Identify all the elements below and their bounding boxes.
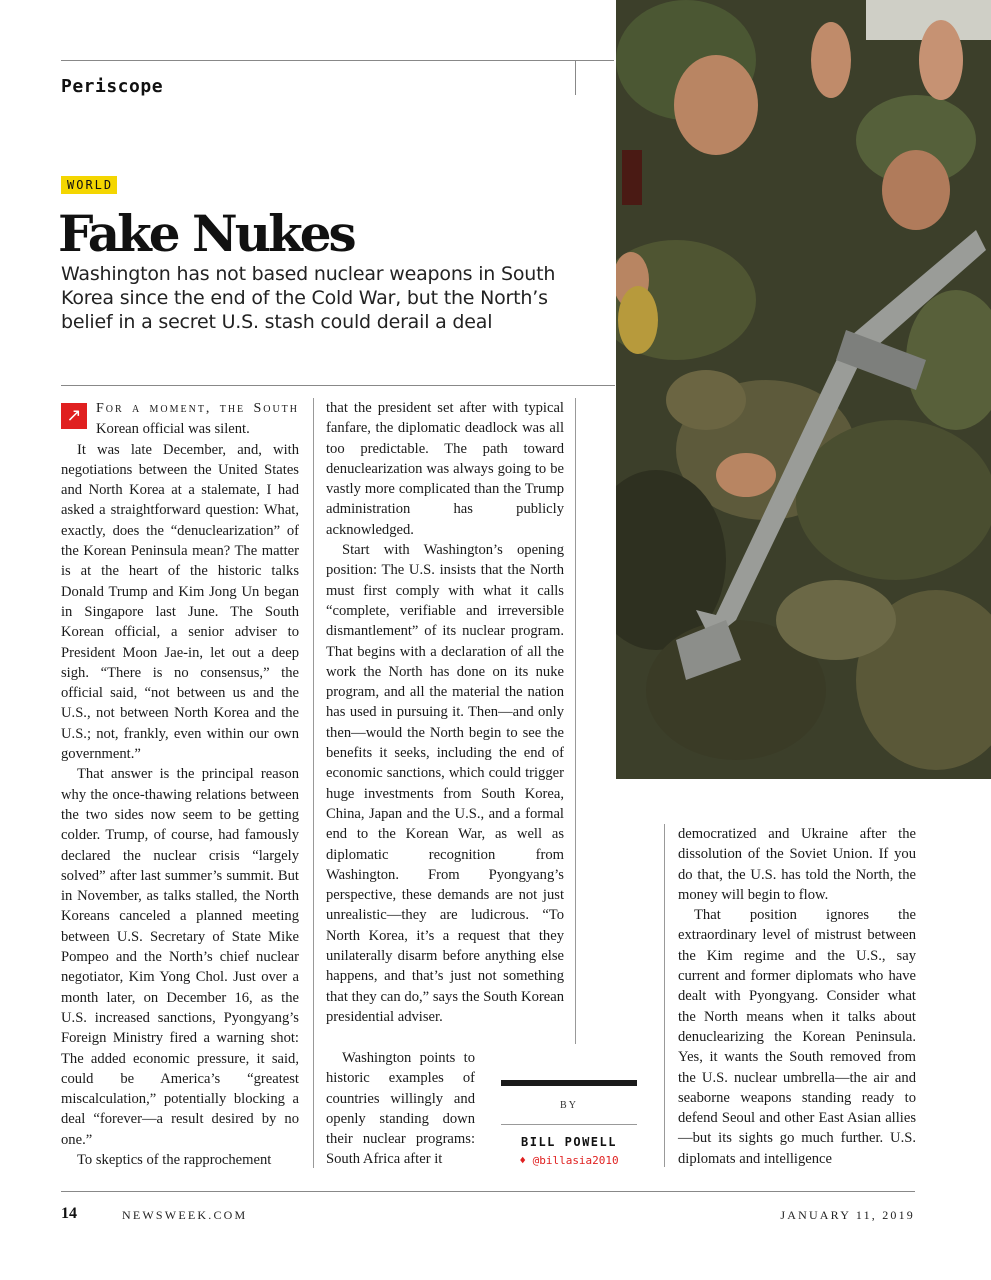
category-tag[interactable]: WORLD [61,176,117,194]
lead-in: For a moment, the South [96,401,299,416]
article-column-1 [61,398,299,1170]
byline-name: BILL POWELL [521,1135,617,1149]
byline-rule [501,1124,637,1125]
twitter-handle: @billasia2010 [532,1154,619,1167]
footer-rule [61,1191,915,1192]
column-rule [313,398,314,1168]
article-column-3 [678,824,916,1169]
paragraph: Start with Washington’s opening position: The U.S. insists that the North must first comply with what it calls “complete, verifiable and irreversible dismantlement” of its nuclear program. That begins with a declaration of all the work the North has done on its nuke program, and all the material the nation has used in pursuing it. Then—and only then—would the North begin to see the benefits it seeks, including the end of economic sanctions, which could trigger huge investments from South Korea, China, Japan and the U.S., and a formal end to the Korean War, as well as diplomatic recognition from Washington. From Pyongyang’s perspective, these demands are not just unrealistic—they are ludicrous. “To North Korea, it’s a request that they unilaterally disarm before anything else happens, and that’s just not something that they can do,” says the South Korean presidential adviser. [326,542,564,1025]
header-divider [61,385,615,386]
column-rule [664,824,665,1167]
publication-link[interactable]: NEWSWEEK.COM [122,1208,248,1222]
paragraph: Washington points to historic examples of countries willingly and openly standing down their nuclear programs: South Africa after it [326,1050,475,1168]
paragraph: that the president set after with typical fanfare, the diplomatic deadlock was all too predictable. The path toward denuclearization was always going to be vastly more complicated than the Trump administration has publicly acknowledged. [326,400,564,538]
lead-in-rest: Korean official was silent. [96,421,250,438]
article-column-2 [326,398,564,1027]
paragraph: democratized and Ukraine after the dissolution of the Soviet Union. If you do that, the U.S. has told the North, the money will begin to flow. [678,826,916,903]
column-rule [575,398,576,1044]
byline-by: BY [560,1100,578,1111]
section-title: Periscope [61,76,164,97]
headline: Fake Nukes [58,204,354,263]
top-divider-tick [575,60,576,95]
issue-date: JANUARY 11, 2019 [780,1208,915,1222]
paragraph: It was late December, and, with negotiations between the United States and North Korea at a stalemate, I had asked a straightforward question: What, exactly, does the “denuclearization” of the Korean Peninsula mean? The matter is at the heart of the historic talks Donald Trump and Kim Jong Un began in Singapore last June. The South Korean official, a senior adviser to President Moon Jae-in, let out a deep sigh. “There is no consensus,” the official said, “not between us and the U.S., not between North Korea and the U.S.; not, frankly, even within our own government.” [61,441,299,763]
lead-paragraph [61,398,299,440]
paragraph: That answer is the principal reason why the once-thawing relations between the two sides now seem to be getting colder. Trump, of course, had famously declared the nuclear crisis “largely solved” after last summer’s summit. But in November, as talks stalled, the North Koreans canceled a planned meeting between U.S. Secretary of State Mike Pompeo and the North’s chief nuclear negotiator, Kim Yong Chol. Just over a month later, on December 16, as the U.S. increased sanctions, Pyongyang’s Foreign Ministry fired a warning shot: The added economic pressure, it said, could be America’s “greatest miscalculation,” potentially blocking a deal “forever—a result desired by no one.” [61,766,299,1148]
paragraph: To skeptics of the rapprochement [77,1151,272,1168]
top-rule [61,60,614,61]
article-column-2-continued [326,1048,475,1170]
byline-bar [501,1080,637,1086]
page-number: 14 [61,1205,77,1222]
arrow-icon: ↗ [61,403,87,429]
soldiers-photo [616,0,991,779]
twitter-handle-link[interactable] [501,1154,637,1167]
twitter-bird-icon: ♦ [519,1154,526,1167]
deck: Washington has not based nuclear weapons in South Korea since the end of the Cold War, but the North’s belief in a secret U.S. stash could derail a deal [61,263,556,333]
paragraph: That position ignores the extraordinary level of mistrust between the Kim regime and the U.S., say current and former diplomats who have dealt with Pyongyang. Consider what the North means when it talks about denuclearizing the Korean Peninsula. Yes, it wants the South removed from the U.S. nuclear umbrella—the air and seaborne weapons standing ready to defend Seoul and other East Asian allies—but its sights go much further. U.S. diplomats and intelligence [678,907,916,1167]
